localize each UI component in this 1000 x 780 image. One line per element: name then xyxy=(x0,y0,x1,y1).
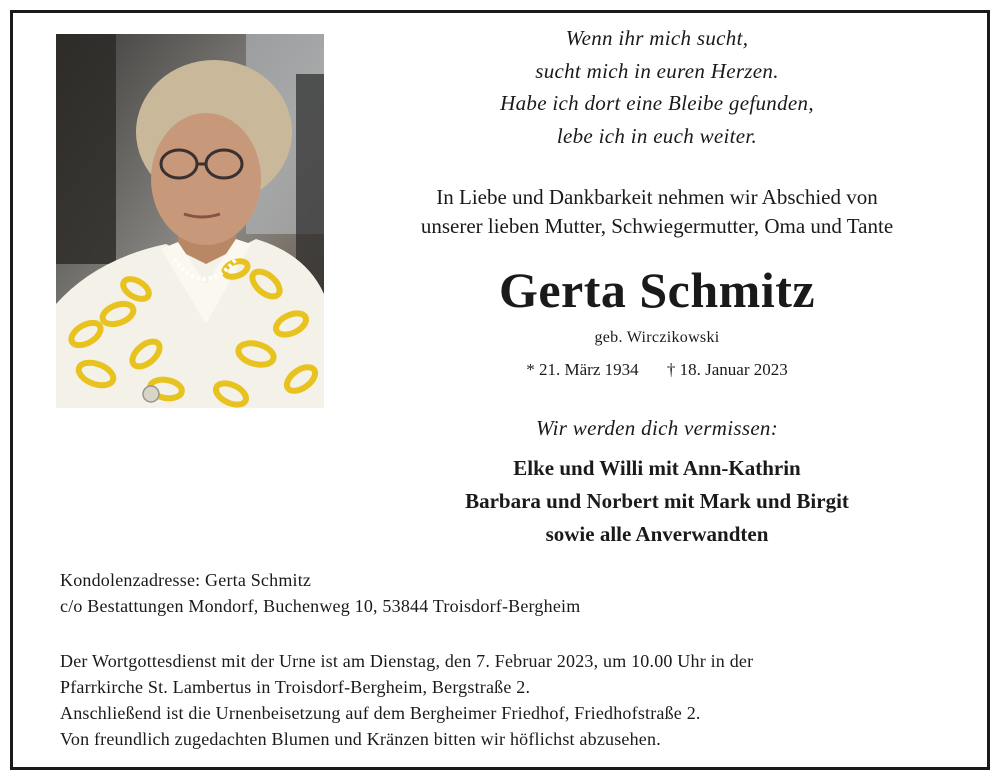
mourner-line: sowie alle Anverwandten xyxy=(545,522,769,546)
service-info xyxy=(60,648,753,752)
poem-line: sucht mich in euren Herzen. xyxy=(535,58,779,83)
service-line: Anschließend ist die Urnenbeisetzung auf dem Bergheimer Friedhof, Friedhofstraße 2. xyxy=(60,703,701,723)
service-line: Von freundlich zugedachten Blumen und Kränzen bitten wir höflichst abzusehen. xyxy=(60,729,661,749)
life-dates xyxy=(350,358,964,382)
farewell-intro xyxy=(350,183,964,241)
poem-line: lebe ich in euch weiter. xyxy=(556,123,758,148)
service-line: Pfarrkirche St. Lambertus in Troisdorf-Bergheim, Bergstraße 2. xyxy=(60,677,531,697)
portrait-illustration xyxy=(56,34,324,408)
miss-line: Wir werden dich vermissen: xyxy=(535,416,779,440)
birth-date: * 21. März 1934 xyxy=(526,360,639,379)
service-line: Der Wortgottesdienst mit der Urne ist am Dienstag, den 7. Februar 2023, um 10.00 Uhr in der xyxy=(60,651,754,671)
deceased-name: Gerta Schmitz xyxy=(498,262,816,318)
birth-name: geb. Wirczikowski xyxy=(594,329,720,346)
mourner-line: Barbara und Norbert mit Mark und Birgit xyxy=(465,489,849,513)
poem xyxy=(350,22,964,152)
death-date: † 18. Januar 2023 xyxy=(666,360,788,379)
poem-line: Habe ich dort eine Bleibe gefunden, xyxy=(500,91,814,115)
portrait-photo xyxy=(56,34,324,408)
address-line: c/o Bestattungen Mondorf, Buchenweg 10, 53844 Troisdorf-Bergheim xyxy=(60,596,581,616)
intro-line: unserer lieben Mutter, Schwiegermutter, Oma und Tante xyxy=(420,214,894,238)
address-line: Kondolenzadresse: Gerta Schmitz xyxy=(60,570,312,590)
mourners-list xyxy=(350,452,964,551)
poem-line: Wenn ihr mich sucht, xyxy=(565,26,749,50)
mourner-line: Elke und Willi mit Ann-Kathrin xyxy=(513,456,801,480)
intro-line: In Liebe und Dankbarkeit nehmen wir Abschied von xyxy=(436,185,878,209)
condolence-address xyxy=(60,567,580,619)
